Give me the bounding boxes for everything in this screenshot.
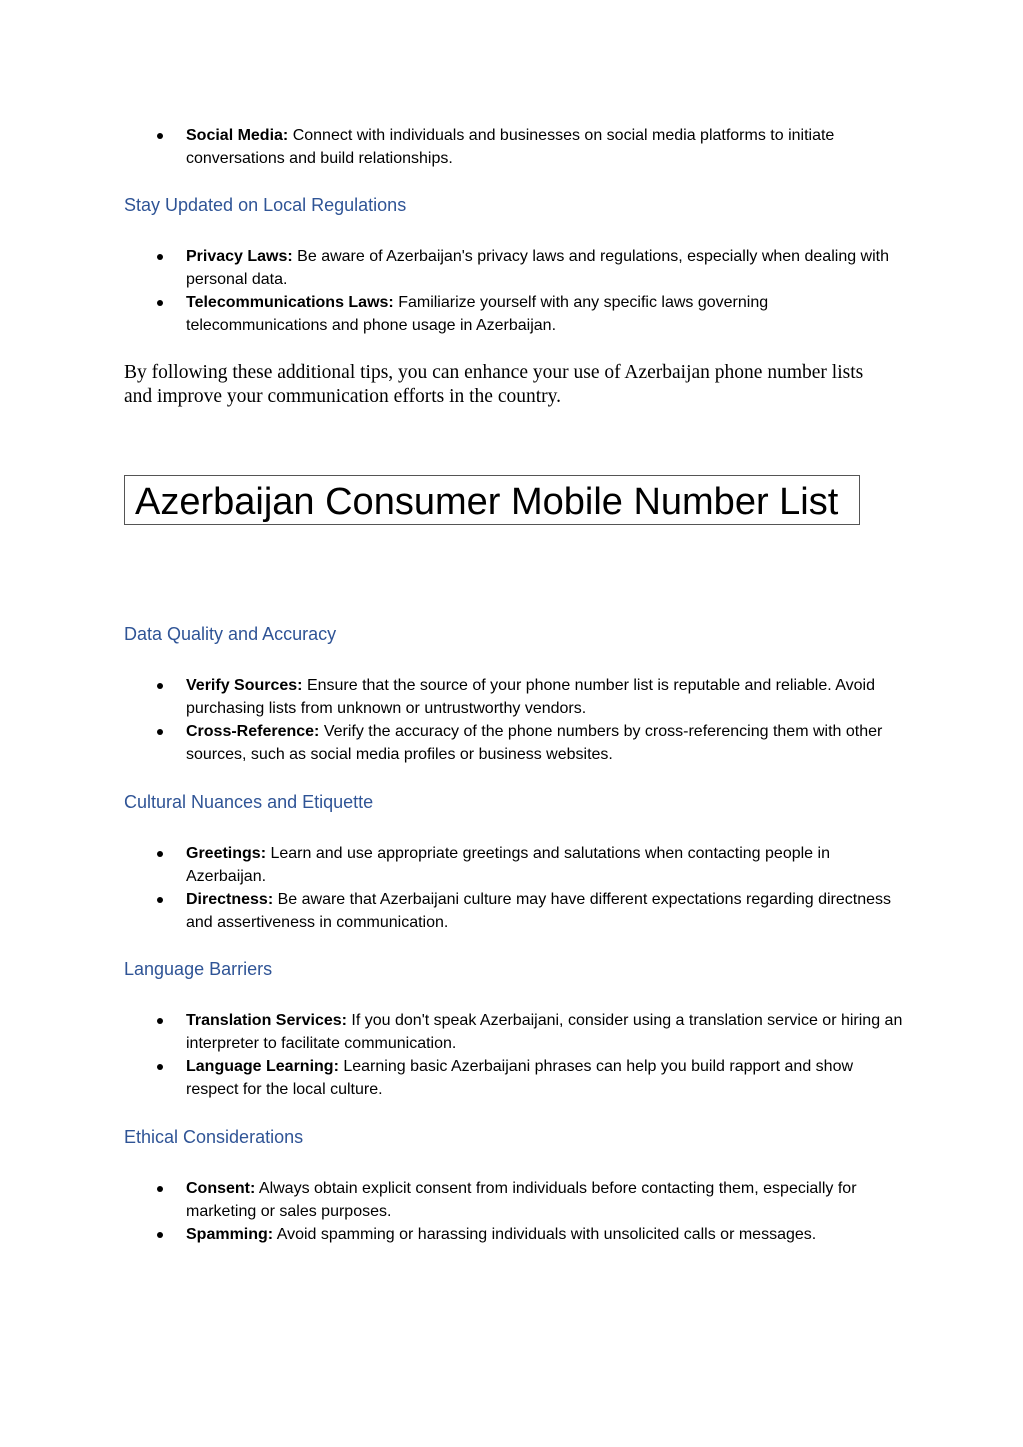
section-heading-ethical: Ethical Considerations: [124, 1127, 304, 1147]
bullet-list: [0, 674, 1023, 766]
bullet-icon: [157, 729, 163, 735]
list-item: [0, 1223, 1023, 1246]
list-item: [0, 888, 1023, 934]
item-text: Always obtain explicit consent from individuals before contacting them, especially for marketing or sales purposes.: [186, 1180, 857, 1220]
item-text: Familiarize yourself with any specific laws governing telecommunications and phone usage in Azerbaijan.: [186, 294, 769, 334]
bullet-icon: [157, 897, 163, 903]
item-text: If you don't speak Azerbaijani, consider using a translation service or hiring an interpreter to facilitate communication.: [186, 1012, 903, 1052]
bullet-list: [0, 245, 1023, 337]
bullet-list: [0, 842, 1023, 934]
list-item: [0, 1009, 1023, 1055]
section-heading-cultural: Cultural Nuances and Etiquette: [124, 792, 374, 812]
list-item: [0, 245, 1023, 291]
bullet-icon: [157, 1064, 163, 1070]
item-label: Privacy Laws:: [186, 248, 293, 265]
bullet-icon: [157, 1232, 163, 1238]
bullet-list: [0, 1009, 1023, 1101]
bullet-list: [0, 124, 1023, 170]
section-heading-language: Language Barriers: [124, 959, 273, 979]
item-label: Greetings:: [186, 845, 267, 862]
item-text: Connect with individuals and businesses on social media platforms to initiate conversations and build relationships.: [186, 127, 835, 167]
item-label: Consent:: [186, 1180, 256, 1197]
item-text: Learn and use appropriate greetings and salutations when contacting people in Azerbaijan.: [186, 845, 830, 885]
item-label: Spamming:: [186, 1226, 274, 1243]
bullet-icon: [157, 1186, 163, 1192]
item-label: Telecommunications Laws:: [186, 294, 394, 311]
bullet-icon: [157, 683, 163, 689]
page-title: Azerbaijan Consumer Mobile Number List: [135, 481, 839, 523]
bullet-list: [0, 1177, 1023, 1246]
summary-paragraph: By following these additional tips, you can enhance your use of Azerbaijan phone number lists and improve your communication efforts in the country.: [124, 362, 864, 407]
item-text: Ensure that the source of your phone number list is reputable and reliable. Avoid purchasing lists from unknown or untrustworthy vendors.: [186, 677, 875, 717]
item-label: Cross-Reference:: [186, 723, 320, 740]
bullet-icon: [157, 300, 163, 306]
list-item: [0, 291, 1023, 337]
social-media-list-block: [0, 124, 1023, 170]
item-label: Social Media:: [186, 127, 289, 144]
title-box: [124, 475, 860, 525]
list-item: [0, 674, 1023, 720]
item-label: Language Learning:: [186, 1058, 339, 1075]
bullet-icon: [157, 254, 163, 260]
section-heading-regulations: Stay Updated on Local Regulations: [124, 195, 407, 215]
section-heading-data-quality: Data Quality and Accuracy: [124, 624, 337, 644]
list-item: [0, 124, 1023, 170]
ethical-list-block: [0, 1177, 1023, 1246]
list-item: [0, 1055, 1023, 1101]
item-label: Translation Services:: [186, 1012, 347, 1029]
list-item: [0, 1177, 1023, 1223]
list-item: [0, 720, 1023, 766]
item-text: Be aware of Azerbaijan's privacy laws and regulations, especially when dealing with personal data.: [186, 248, 890, 288]
bullet-icon: [157, 1018, 163, 1024]
item-text: Learning basic Azerbaijani phrases can help you build rapport and show respect for the local culture.: [186, 1058, 854, 1098]
cultural-list-block: [0, 842, 1023, 934]
bullet-icon: [157, 851, 163, 857]
language-list-block: [0, 1009, 1023, 1101]
item-text: Verify the accuracy of the phone numbers by cross-referencing them with other sources, such as social media profiles or business websites.: [186, 723, 883, 763]
regulations-list-block: [0, 245, 1023, 337]
item-text: Avoid spamming or harassing individuals with unsolicited calls or messages.: [273, 1226, 817, 1243]
item-text: Be aware that Azerbaijani culture may have different expectations regarding directness and assertiveness in communication.: [186, 891, 891, 931]
data-quality-list-block: [0, 674, 1023, 766]
item-label: Verify Sources:: [186, 677, 303, 694]
item-label: Directness:: [186, 891, 274, 908]
list-item: [0, 842, 1023, 888]
bullet-icon: [157, 133, 163, 139]
